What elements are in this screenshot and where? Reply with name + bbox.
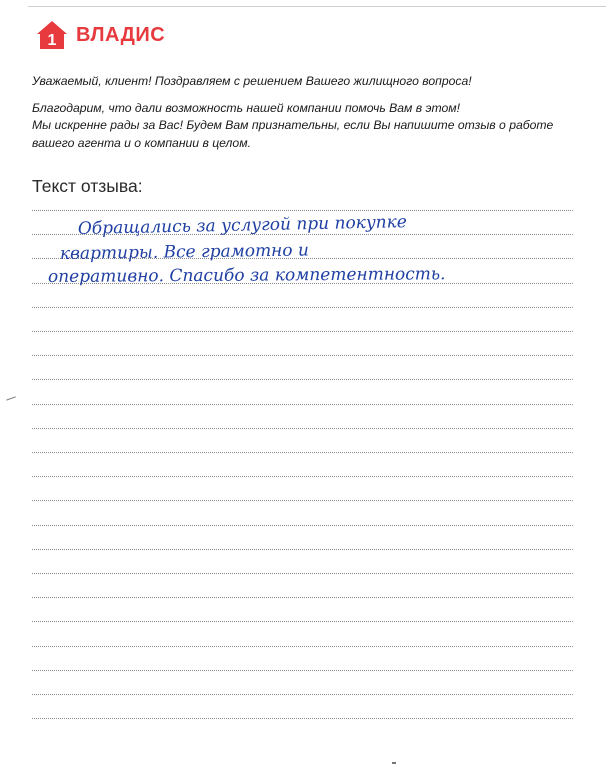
brand-name: ВЛАДИС <box>76 23 166 46</box>
intro-request-cont: вашего агента и о компании в целом. <box>32 135 251 150</box>
intro-greeting: Уважаемый, клиент! Поздравляем с решением Вашего жилищного вопроса! <box>32 74 472 88</box>
scan-mark <box>392 762 396 764</box>
brand-badge-digit: 1 <box>47 32 57 49</box>
handwritten-line-2: квартиры. Все грамотно и <box>59 240 310 264</box>
review-heading: Текст отзыва: <box>32 176 143 196</box>
handwritten-line-1: Обращались за услугой при покупке <box>77 212 408 239</box>
intro-thanks: Благодарим, что дали возможность нашей компании помочь Вам в этом! <box>32 100 461 115</box>
intro-request: Мы искренне рады за Вас! Будем Вам признательны, если Вы напишите отзыв о работе <box>32 118 554 133</box>
handwritten-line-3: оперативно. Спасибо за компетентность. <box>47 264 446 287</box>
